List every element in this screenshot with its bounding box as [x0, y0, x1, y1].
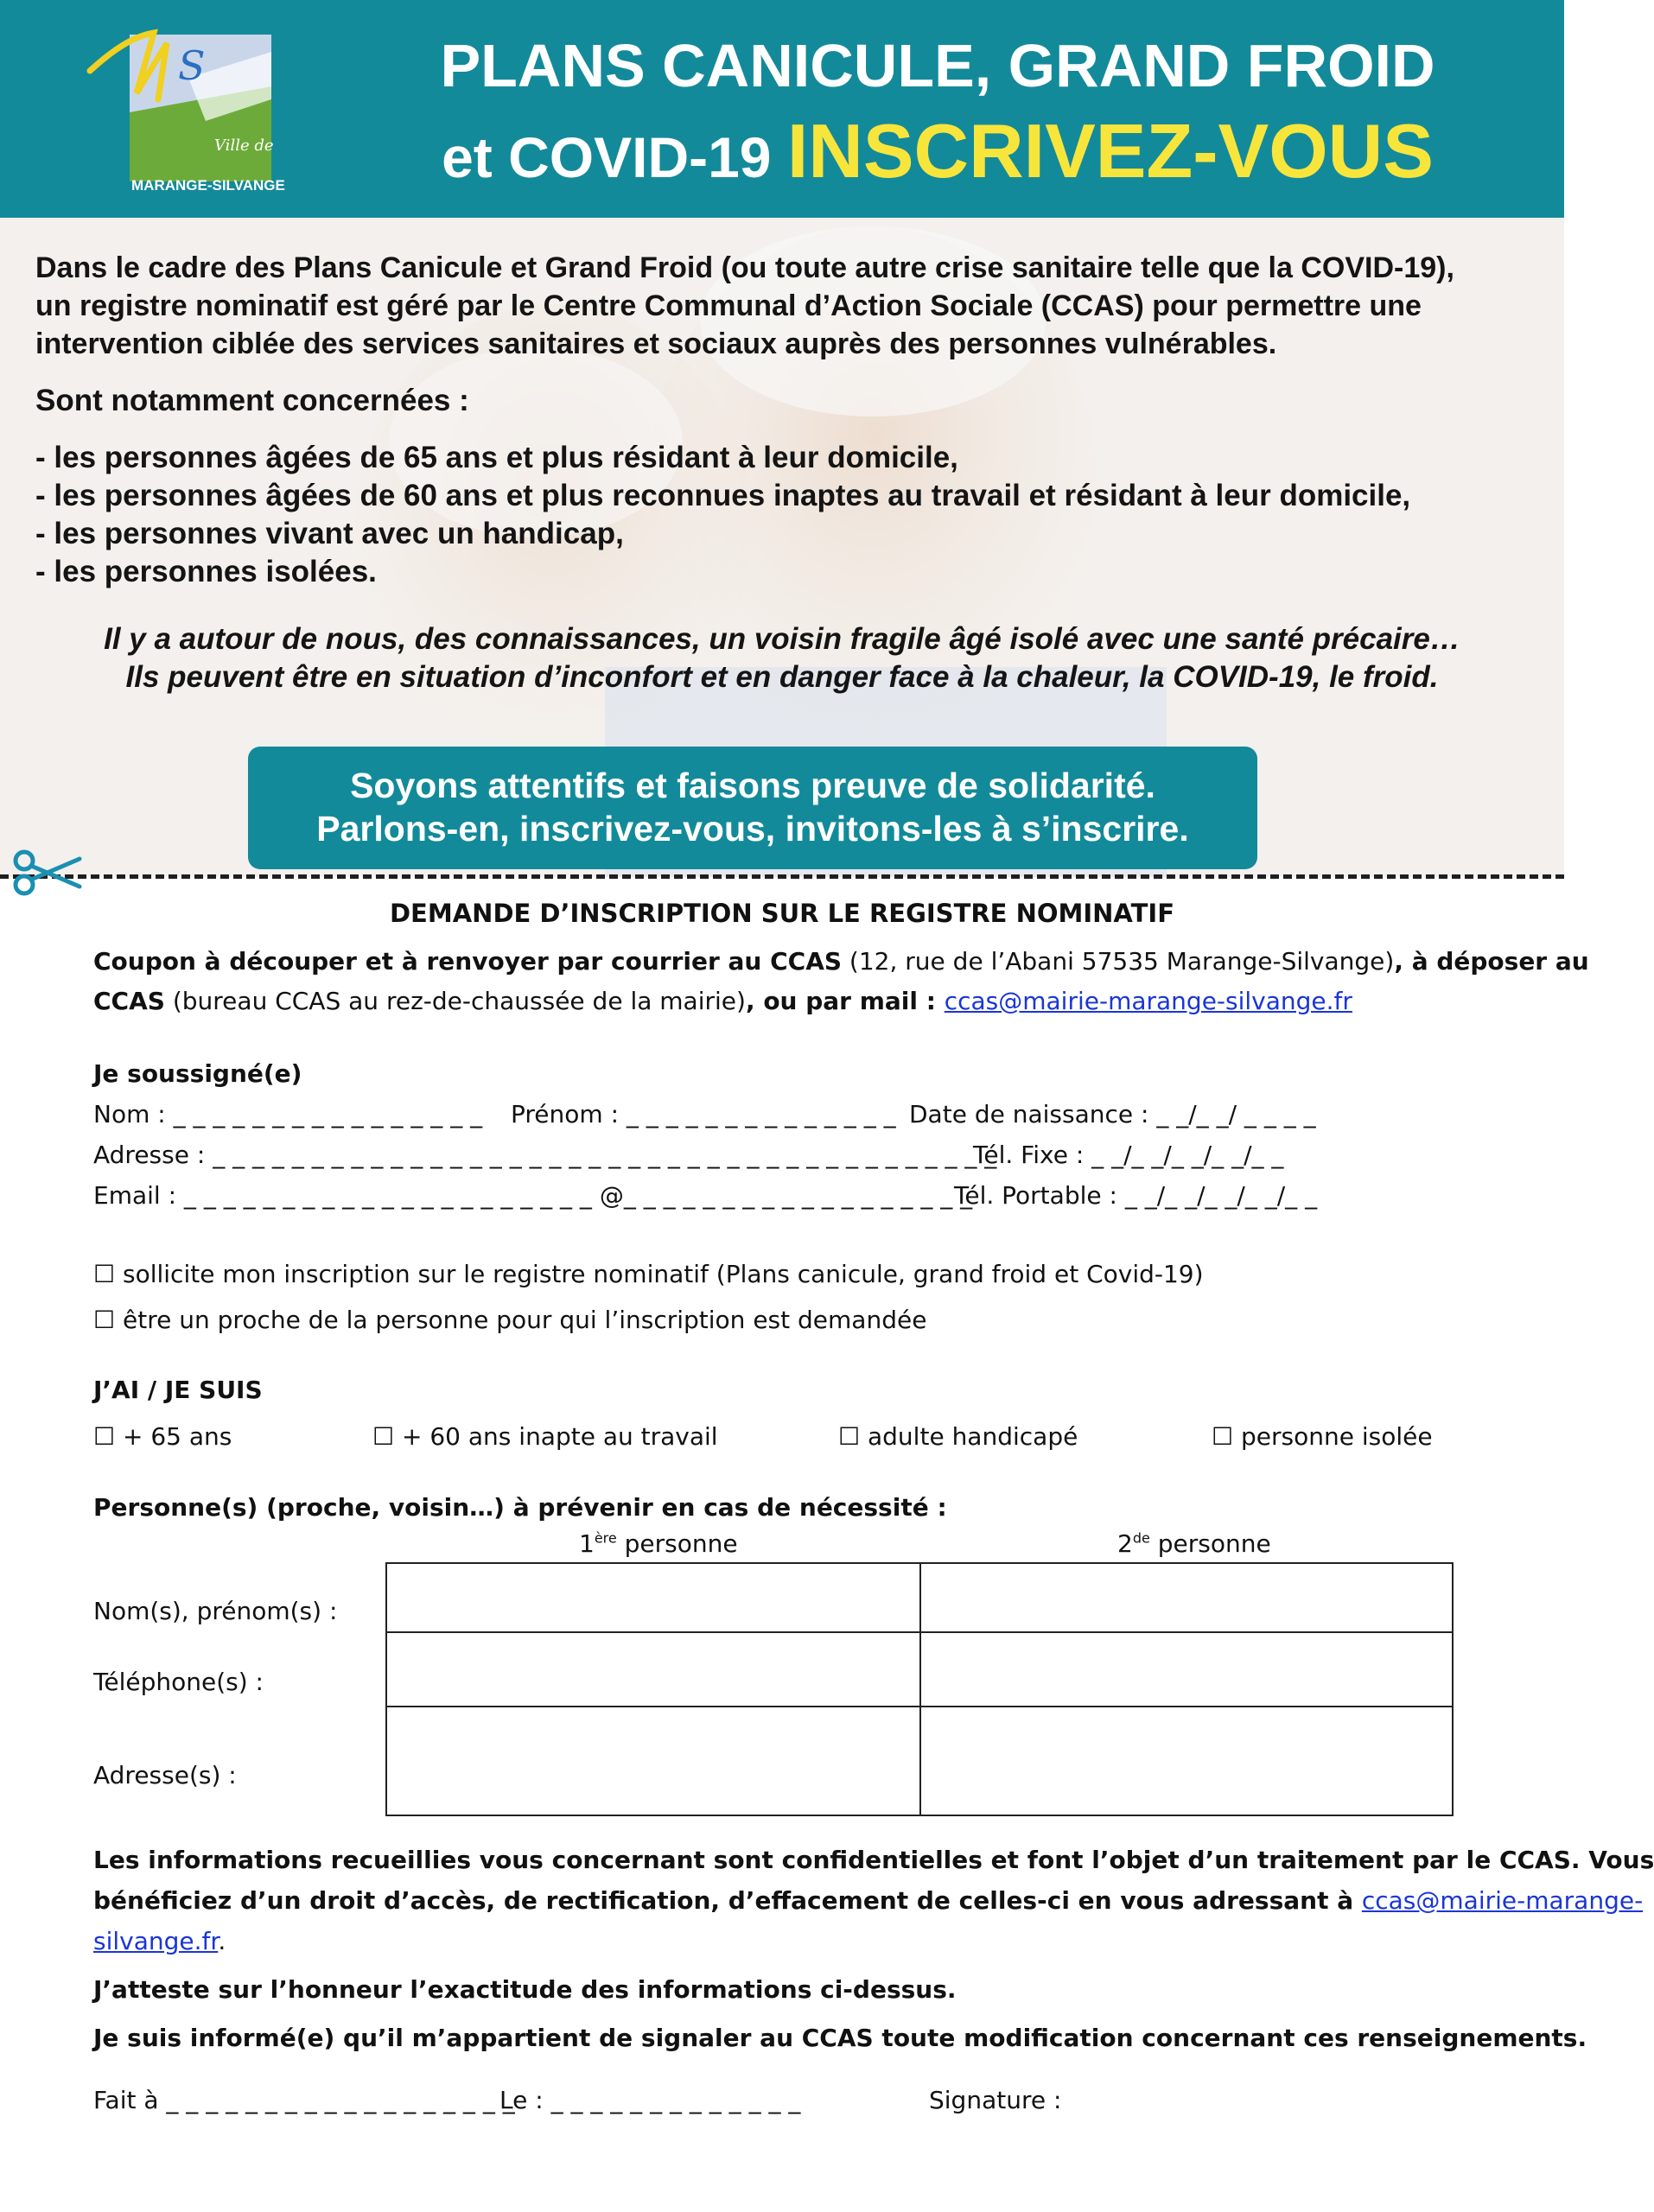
column-header-2 [1117, 1529, 1271, 1558]
privacy-text: bénéficiez d’un droit d’accès, de rectification, d’effacement de celles-ci en vous adressant à [93, 1886, 1362, 1915]
quote-line: Il y a autour de nous, des connaissances, un voisin fragile âgé isolé avec une santé précaire… [104, 622, 1460, 656]
list-item: - les personnes vivant avec un handicap, [35, 517, 624, 550]
contacts-table [385, 1562, 1454, 1816]
place-field[interactable]: Fait à _ _ _ _ _ _ _ _ _ _ _ _ _ _ _ _ _ _ [93, 2086, 515, 2114]
request-registration-checkbox[interactable]: ☐ sollicite mon inscription sur le registre nominatif (Plans canicule, grand froid et Covid-19) [93, 1260, 1204, 1288]
intro-line: Dans le cadre des Plans Canicule et Grand Froid (ou toute autre crise sanitaire telle que la COVID-19), [35, 251, 1454, 284]
town-logo [85, 17, 285, 194]
attestation: J’atteste sur l’honneur l’exactitude des informations ci-dessus. [93, 1975, 957, 2004]
title-line2 [363, 108, 1512, 196]
concerned-heading: Sont notamment concernées : [35, 384, 469, 417]
column-sup: de [1132, 1529, 1150, 1547]
cut-line [0, 874, 1564, 879]
column-number: 2 [1117, 1529, 1133, 1558]
date-field[interactable]: Le : _ _ _ _ _ _ _ _ _ _ _ _ _ [499, 2086, 801, 2114]
intro-paragraph [35, 249, 1539, 363]
callout-line: Parlons-en, inscrivez-vous, invitons-les à s’inscrire. [316, 809, 1189, 849]
phone-fixed-field[interactable]: Tél. Fixe : _ _/_ _/_ _/_ _/_ _ [973, 1141, 1284, 1169]
phone-mobile-field[interactable]: Tél. Portable : _ _/_ _/_ _/_ _/_ _ [954, 1181, 1318, 1210]
soussigne-heading: Je soussigné(e) [93, 1059, 302, 1088]
intro-photo-section [0, 218, 1564, 877]
title-line1: PLANS CANICULE, GRAND FROID [440, 32, 1435, 99]
cell-name-2[interactable] [921, 1564, 1452, 1631]
informed-statement: Je suis informé(e) qu’il m’appartient de signaler au CCAS toute modification concernant ces renseignements. [93, 2024, 1587, 2052]
row-label-name: Nom(s), prénom(s) : [93, 1597, 338, 1625]
row-label-address: Adresse(s) : [93, 1761, 237, 1789]
row-label-phone: Téléphone(s) : [93, 1668, 264, 1696]
title-line2-prefix: et COVID-19 [442, 125, 772, 189]
contacts-heading: Personne(s) (proche, voisin…) à prévenir en cas de nécessité : [93, 1493, 947, 1522]
coupon-office: (bureau CCAS au rez-de-chaussée de la mairie) [164, 987, 746, 1015]
option-60-inapte-checkbox[interactable]: ☐ + 60 ans inapte au travail [372, 1422, 718, 1451]
privacy-line-2 [93, 1886, 1643, 1915]
svg-text:Ville de: Ville de [214, 137, 274, 155]
column-number: 1 [579, 1529, 595, 1558]
cell-address-2[interactable] [921, 1707, 1452, 1815]
option-isolee-checkbox[interactable]: ☐ personne isolée [1212, 1422, 1433, 1451]
list-item: - les personnes âgées de 65 ans et plus résidant à leur domicile, [35, 441, 958, 474]
column-sup: ère [594, 1529, 617, 1547]
coupon-text: Coupon à découper et à renvoyer par courrier au CCAS [93, 947, 843, 976]
coupon-address: (12, rue de l’Abani 57535 Marange-Silvange) [842, 947, 1395, 976]
column-text: personne [1149, 1529, 1271, 1558]
intro-line: intervention ciblée des services sanitaires et sociaux auprès des personnes vulnérables. [35, 327, 1277, 360]
privacy-line-1: Les informations recueillies vous concernant sont confidentielles et font l’objet d’un traitement par le CCAS. Vous [93, 1846, 1654, 1874]
column-text: personne [616, 1529, 738, 1558]
solidarity-callout [248, 747, 1257, 869]
cell-phone-1[interactable] [387, 1633, 919, 1706]
quote-line: Ils peuvent être en situation d’inconfort et en danger face à la chaleur, la COVID-19, le froid. [125, 660, 1439, 694]
ccas-email-link[interactable]: ccas@mairie-marange-silvange.fr [944, 987, 1352, 1015]
signature-field[interactable]: Signature : [929, 2086, 1062, 2114]
svg-text:MARANGE-SILVANGE: MARANGE-SILVANGE [131, 177, 285, 194]
list-item: - les personnes isolées. [35, 555, 377, 588]
svg-text:S: S [178, 42, 206, 89]
cell-address-1[interactable] [387, 1707, 919, 1815]
option-65-checkbox[interactable]: ☐ + 65 ans [93, 1422, 232, 1451]
cell-phone-2[interactable] [921, 1633, 1452, 1706]
list-item: - les personnes âgées de 60 ans et plus reconnues inaptes au travail et résidant à leur domicile, [35, 479, 1411, 512]
privacy-email-link[interactable]: ccas@mairie-marange- [1361, 1886, 1644, 1915]
prenom-field[interactable]: Prénom : _ _ _ _ _ _ _ _ _ _ _ _ _ _ [511, 1100, 896, 1128]
coupon-line-2 [93, 987, 1352, 1015]
coupon-line-1 [93, 947, 1589, 976]
callout-line: Soyons attentifs et faisons preuve de solidarité. [350, 766, 1155, 805]
email-field[interactable]: Email : _ _ _ _ _ _ _ _ _ _ _ _ _ _ _ _ _ _ _ _ _ @_ _ _ _ _ _ _ _ _ _ _ _ _ _ _ _ _ _ [93, 1181, 973, 1210]
birthdate-field[interactable]: Date de naissance : _ _/_ _/ _ _ _ _ [909, 1100, 1316, 1128]
coupon-text: , à déposer au [1394, 947, 1589, 976]
registration-form [0, 880, 1654, 2212]
nom-field[interactable]: Nom : _ _ _ _ _ _ _ _ _ _ _ _ _ _ _ _ [93, 1100, 483, 1128]
privacy-line-3 [93, 1927, 226, 1955]
concerned-list [35, 439, 1539, 591]
jai-heading: J’AI / JE SUIS [93, 1376, 263, 1404]
coupon-text: , ou par mail : [745, 987, 945, 1015]
header-band [0, 0, 1564, 218]
address-field[interactable]: Adresse : _ _ _ _ _ _ _ _ _ _ _ _ _ _ _ _ _ _ _ _ _ _ _ _ _ _ _ _ _ _ _ _ _ _ _ _ _ _ _ _ [93, 1141, 997, 1169]
option-handicap-checkbox[interactable]: ☐ adulte handicapé [838, 1422, 1078, 1451]
title-highlight: INSCRIVEZ-VOUS [786, 108, 1434, 194]
quote [0, 620, 1564, 696]
cell-name-1[interactable] [387, 1564, 919, 1631]
privacy-end: . [218, 1927, 226, 1955]
coupon-text: CCAS [93, 987, 165, 1015]
column-header-1 [579, 1529, 738, 1558]
privacy-email-link[interactable]: silvange.fr [93, 1927, 219, 1955]
request-relative-checkbox[interactable]: ☐ être un proche de la personne pour qui l’inscription est demandée [93, 1306, 927, 1334]
intro-line: un registre nominatif est géré par le Centre Communal d’Action Sociale (CCAS) pour permettre une [35, 289, 1422, 322]
form-title: DEMANDE D’INSCRIPTION SUR LE REGISTRE NOMINATIF [389, 899, 1175, 928]
